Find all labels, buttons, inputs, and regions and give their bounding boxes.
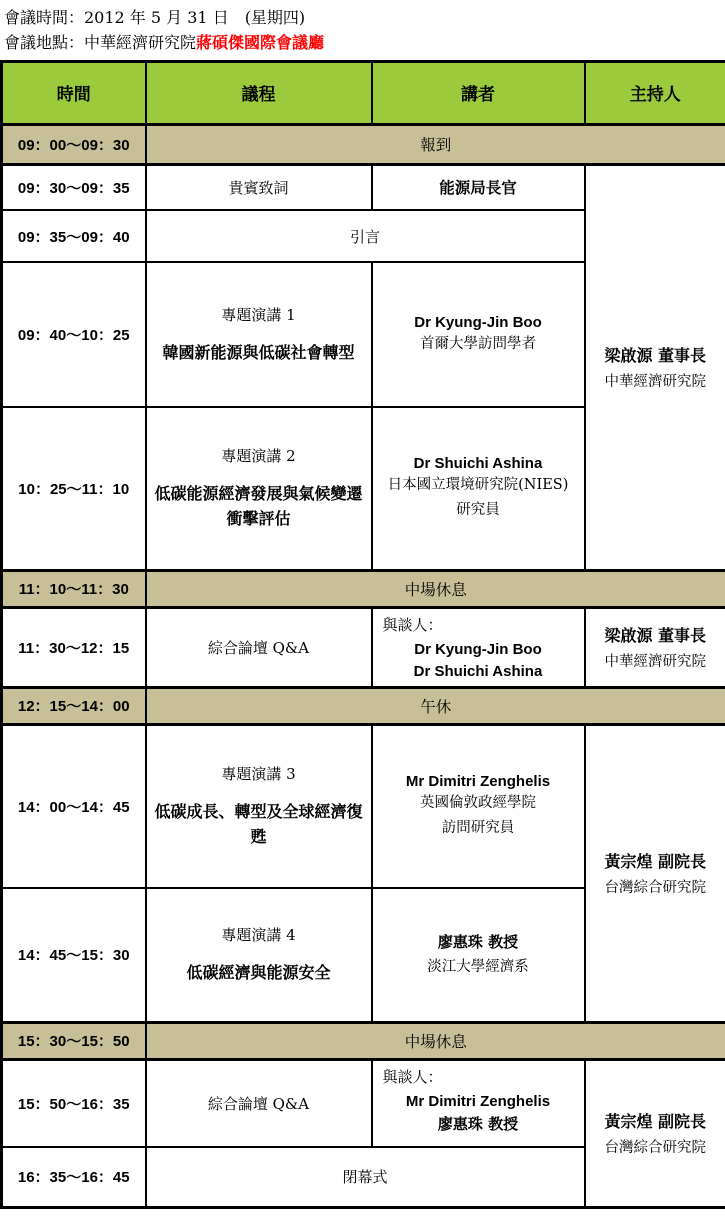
panelist-2: 廖惠珠 教授 [437,1115,519,1134]
column-header-speaker: 講者 [372,61,585,124]
agenda-label: 綜合論壇 Q&A [207,1094,310,1113]
keynote-topic: 韓國新能源與低碳社會轉型 [162,342,355,362]
agenda-cell [146,164,372,210]
meeting-time-line: 會議時間：2012 年 5 月 31 日 (星期四) [4,8,306,27]
speaker-label: 能源局長官 [439,178,517,198]
meeting-info [0,0,725,60]
speaker-org: 首爾大學訪問學者 [420,335,536,352]
speaker-org-line2: 訪問研究員 [441,819,515,836]
agenda-label: 貴賓致詞 [228,178,289,197]
panelists-cell [372,1059,585,1147]
speaker-org: 英國倫敦政經學院 [420,795,536,812]
agenda-cell [146,888,372,1022]
speaker-org: 淡江大學經濟系 [427,958,529,975]
panelists-cell [372,607,585,687]
moderator-cell-liang-2 [585,607,725,687]
row-forum-2 [2,1059,725,1147]
moderator-org: 台灣綜合研究院 [604,1140,706,1157]
time-cell: 14：45～15：30 [2,888,146,1022]
speaker-name: Dr Kyung-Jin Boo [414,313,542,331]
speaker-cell [372,888,585,1022]
moderator-name: 梁啟源 董事長 [604,346,707,366]
moderator-org: 中華經濟研究院 [604,654,706,671]
time-cell: 15：50～16：35 [2,1059,146,1147]
speaker-name: Mr Dimitri Zenghelis [405,773,551,791]
row-keynote-3 [2,724,725,888]
moderator-name: 黃宗煌 副院長 [604,852,707,872]
time-cell: 10：25～11：10 [2,407,146,570]
panelist-1: Dr Kyung-Jin Boo [414,640,542,658]
keynote-topic: 低碳成長、轉型及全球經濟復甦 [154,802,363,846]
speaker-cell [372,724,585,888]
speaker-org: 日本國立環境研究院(NIES) [387,477,569,494]
speaker-cell [372,407,585,570]
agenda-label: 引言 [349,227,380,246]
time-cell: 12：15～14：00 [2,687,146,724]
time-cell: 11：10～11：30 [2,570,146,607]
time-cell: 11：30～12：15 [2,607,146,687]
row-forum-1 [2,607,725,687]
moderator-org: 台灣綜合研究院 [604,880,706,897]
agenda-cell [146,1059,372,1147]
table-header-row [2,61,725,124]
time-cell: 09：30～09：35 [2,164,146,210]
moderator-cell-huang-2 [585,1059,725,1207]
speaker-name: 廖惠珠 教授 [437,933,519,952]
meeting-place-prefix: 會議地點：中華經濟研究院 [4,32,197,52]
speaker-name: Dr Shuichi Ashina [413,455,543,473]
keynote-number: 專題演講 3 [221,765,296,784]
agenda-label: 綜合論壇 Q&A [207,638,310,657]
registration-label: 報到 [146,124,725,164]
time-cell: 09：35～09：40 [2,210,146,262]
meeting-place-line [4,31,723,56]
moderator-name: 黃宗煌 副院長 [604,1112,707,1132]
agenda-cell [146,724,372,888]
keynote-number: 專題演講 4 [221,925,296,944]
lunch-label: 午休 [146,687,725,724]
closing-label: 閉幕式 [342,1168,388,1187]
agenda-table [0,60,725,1209]
moderator-org: 中華經濟研究院 [604,374,706,391]
time-cell: 09：00～09：30 [2,124,146,164]
row-vip-remarks [2,164,725,210]
break-label: 中場休息 [146,1022,725,1059]
time-cell: 16：35～16：45 [2,1147,146,1207]
agenda-cell [146,210,585,262]
speaker-org-line2: 研究員 [456,501,500,518]
row-break-1 [2,570,725,607]
keynote-topic: 低碳經濟與能源安全 [186,962,331,982]
row-registration [2,124,725,164]
break-label: 中場休息 [146,570,725,607]
row-break-2 [2,1022,725,1059]
moderator-cell-huang-1 [585,724,725,1022]
time-cell: 14：00～14：45 [2,724,146,888]
row-lunch [2,687,725,724]
meeting-place-highlight: 蔣碩傑國際會議廳 [196,32,325,52]
speaker-cell [372,164,585,210]
agenda-cell [146,262,372,407]
moderator-name: 梁啟源 董事長 [604,626,707,646]
agenda-cell [146,607,372,687]
agenda-cell [146,1147,585,1207]
panelists-label: 與談人： [382,1067,443,1086]
panelists-label: 與談人： [382,615,443,634]
keynote-number: 專題演講 1 [221,305,296,324]
column-header-time: 時間 [2,61,146,124]
column-header-moderator: 主持人 [585,61,725,124]
time-cell: 15：30～15：50 [2,1022,146,1059]
panelist-1: Mr Dimitri Zenghelis [405,1092,551,1110]
keynote-number: 專題演講 2 [221,447,296,466]
agenda-cell [146,407,372,570]
panelist-2: Dr Shuichi Ashina [413,663,543,681]
time-cell: 09：40～10：25 [2,262,146,407]
keynote-topic: 低碳能源經濟發展與氣候變遷衝擊評估 [154,484,363,528]
speaker-cell [372,262,585,407]
moderator-cell-liang-1 [585,164,725,570]
column-header-agenda: 議程 [146,61,372,124]
